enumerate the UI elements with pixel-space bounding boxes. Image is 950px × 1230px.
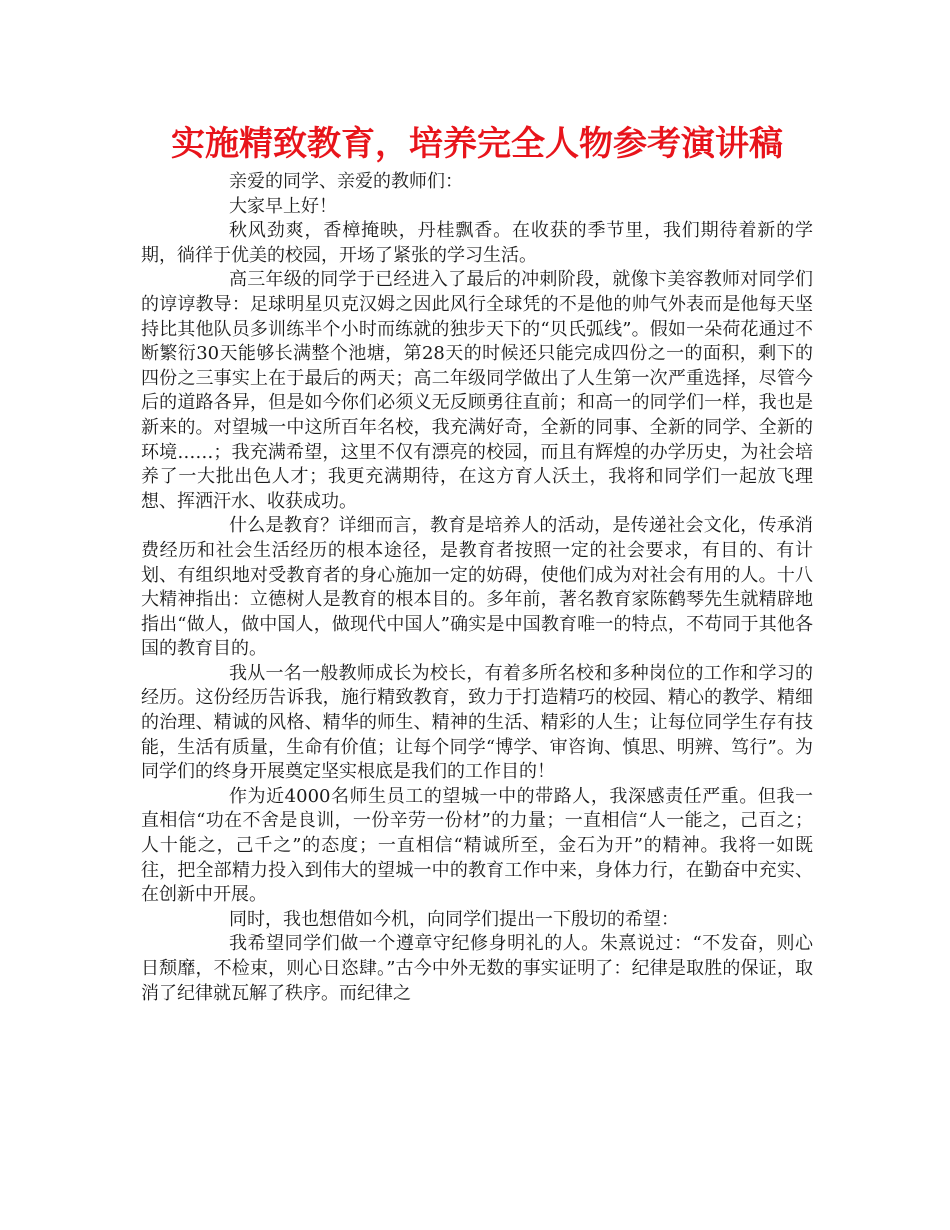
- paragraph: 高三年级的同学于已经进入了最后的冲刺阶段，就像卞美容教师对同学们的谆谆教导：足球明星贝克汉姆之因此风行全球凭的不是他的帅气外表而是他每天坚持比其他队员多训练半个小时而练就的独步天下的“贝氏弧线”。假如一朵荷花通过不断繁衍30天能够长满整个池塘，第28天的时候还只能完成四份之一的面积，剩下的四份之三事实上在于最后的两天；高二年级同学做出了人生第一次严重选择，尽管今后的道路各异，但是如今你们必须义无反顾勇往直前；和高一的同学们一样，我也是新来的。对望城一中这所百年名校，我充满好奇，全新的同事、全新的同学、全新的环境……；我充满希望，这里不仅有漂亮的校园，而且有辉煌的办学历史，为社会培养了一大批出色人才；我更充满期待，在这方育人沃土，我将和同学们一起放飞理想、挥洒汗水、收获成功。: [141, 269, 813, 512]
- document-page: [141, 118, 813, 1006]
- paragraph: 我从一名一般教师成长为校长，有着多所名校和多种岗位的工作和学习的经历。这份经历告诉我，施行精致教育，致力于打造精巧的校园、精心的教学、精细的治理、精诚的风格、精华的师生、精神的生活、精彩的人生；让每位同学生存有技能，生活有质量，生命有价值；让每个同学“博学、审咨询、慎思、明辨、笃行”。为同学们的终身开展奠定坚实根底是我们的工作目的！: [141, 662, 813, 783]
- paragraph: 我希望同学们做一个遵章守纪修身明礼的人。朱熹说过：“不发奋，则心日颓靡，不检束，则心日恣肆。”古今中外无数的事实证明了：纪律是取胜的保证，取消了纪律就瓦解了秩序。而纪律之: [141, 933, 813, 1004]
- document-body: [141, 170, 813, 1006]
- paragraph: 同时，我也想借如今机，向同学们提出一下殷切的希望：: [229, 908, 679, 930]
- document-title: 实施精致教育，培养完全人物参考演讲稿: [171, 124, 783, 164]
- paragraph: 亲爱的同学、亲爱的教师们：: [229, 171, 463, 192]
- paragraph: 大家早上好！: [229, 195, 337, 217]
- paragraph: 什么是教育？详细而言，教育是培养人的活动，是传递社会文化，传承消费经历和社会生活经历的根本途径，是教育者按照一定的社会要求，有目的、有计划、有组织地对受教育者的身心施加一定的妨碍，使他们成为对社会有用的人。十八大精神指出：立德树人是教育的根本目的。多年前，著名教育家陈鹤琴先生就精辟地指出“做人，做中国人，做现代中国人”确实是中国教育唯一的特点，不苟同于其他各国的教育目的。: [141, 515, 813, 660]
- paragraph: 作为近4000名师生员工的望城一中的带路人，我深感责任严重。但我一直相信“功在不舍是良训，一份辛劳一份材”的力量；一直相信“人一能之，己百之；人十能之，己千之”的态度；一直相信“精诚所至，金石为开”的精神。我将一如既往，把全部精力投入到伟大的望城一中的教育工作中来，身体力行，在勤奋中充实、在创新中开展。: [141, 785, 813, 906]
- paragraph: 秋风劲爽，香樟掩映，丹桂飘香。在收获的季节里，我们期待着新的学期，徜徉于优美的校园，开场了紧张的学习生活。: [141, 220, 813, 266]
